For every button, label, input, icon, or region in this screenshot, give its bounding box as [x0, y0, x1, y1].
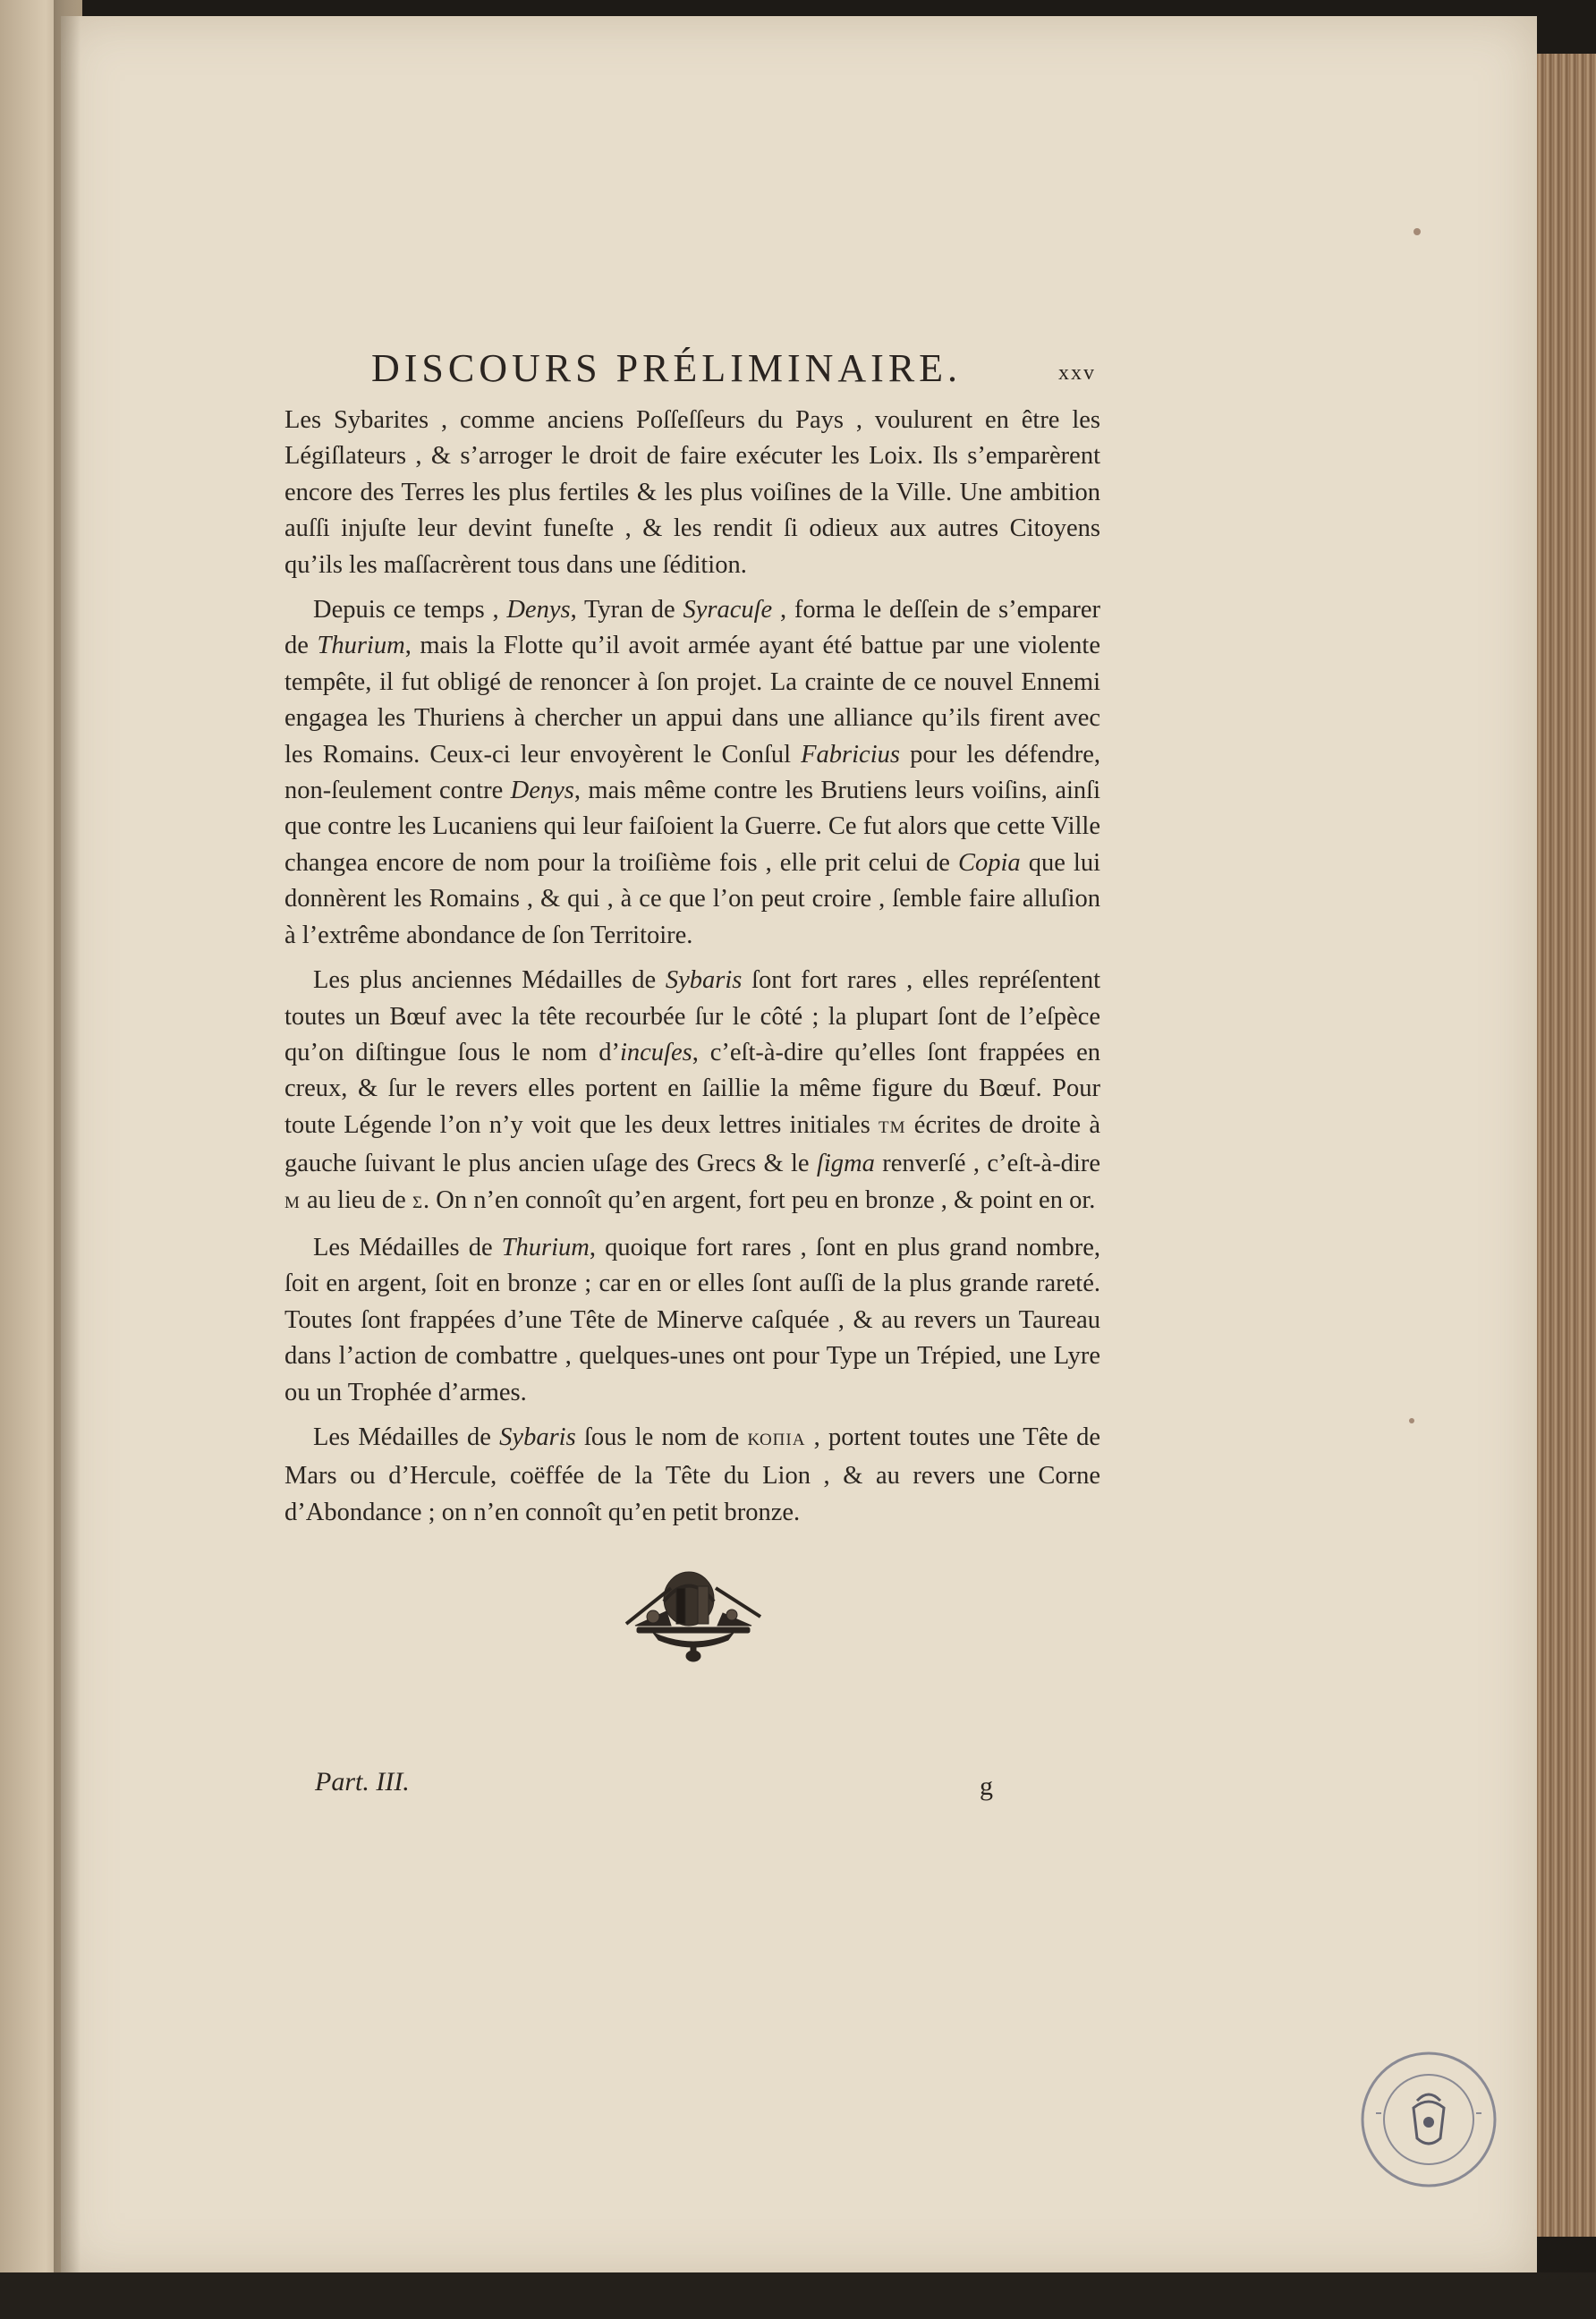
paragraph [284, 592, 1100, 954]
paragraph [284, 403, 1100, 583]
body-text [284, 403, 1100, 1540]
italic-run: Denys [506, 596, 571, 624]
italic-run: ſigma [816, 1150, 875, 1178]
text-run: changea encore de nom pour la troiſième fois , elle prit celui de [284, 848, 958, 877]
text-run: Les plus anciennes Médailles de [313, 966, 666, 995]
italic-run: Copia [957, 848, 1021, 877]
italic-run: Thurium [317, 632, 405, 660]
paragraph [284, 1420, 1100, 1531]
text-run: ſoit en argent, ſoit en bronze ; car en or elles ſont auſſi de la plus grande rareté. [284, 1270, 1100, 1298]
text-run: écrites de droite à gauche [284, 1110, 1100, 1178]
text-run: Depuis ce temps , [313, 596, 507, 624]
paragraph [284, 1230, 1100, 1411]
text-run: Légende l’on n’y voit que les deux lettres initiales [344, 1110, 879, 1139]
text-run: , mais la Flotte qu’il avoit armée ayant été battue par une violente [404, 632, 1100, 660]
text-run: d’Abondance ; on n’en connoît qu’en petit bronze. [284, 1498, 801, 1526]
text-run: . On n’en connoît qu’en argent, fort peu en bronze , & point en or. [423, 1185, 1096, 1214]
page-number: xxv [1058, 361, 1096, 385]
text-run: & ſur le revers elles portent en ſaillie la même figure du Bœuf. Pour toute [284, 1075, 1101, 1139]
text-run: au lieu [300, 1185, 376, 1214]
italic-run: Fabricius [801, 740, 900, 769]
text-run: les Romains. Ceux-ci leur envoyèrent le Conſul [284, 740, 802, 769]
text-run: Légiſlateurs , & s’arroger le droit de faire exécuter les Loix. Ils s’emparèrent [284, 442, 1100, 471]
italic-run: incuſes [619, 1038, 692, 1066]
small-caps-run: ΚΟΠΙΑ [747, 1430, 806, 1449]
bottom-shadow [0, 2272, 1596, 2319]
small-caps-run: TM [879, 1117, 906, 1137]
italic-run: Sybaris [665, 966, 743, 995]
library-stamp-icon [1358, 2049, 1499, 2190]
text-run: les maſſacrèrent tous dans une ſédition. [349, 550, 747, 579]
text-run: auſſi injuſte leur devint funeſte , & les rendit ſi odieux aux autres Citoyens qu’ils [284, 514, 1100, 579]
page-gutter [54, 0, 81, 2272]
page-title: DISCOURS PRÉLIMINAIRE. [371, 346, 963, 390]
small-caps-run: M [284, 1193, 301, 1212]
text-run: qu’on diſtingue ſous le nom d’ [284, 1038, 620, 1066]
italic-run: Denys [510, 777, 574, 805]
text-run: que contre les Lucaniens qui leur faiſoient la Guerre. Ce fut alors que cette Ville [284, 812, 1100, 841]
text-run: pour les défendre, [899, 740, 1100, 769]
text-run: encore des Terres les plus fertiles & les plus voiſines de la Ville. Une ambition [284, 478, 1100, 506]
page-header [371, 345, 1096, 408]
text-run: tempête, il fut obligé de renoncer à ſon projet. La crainte de ce nouvel Ennemi [284, 667, 1100, 696]
text-run: de [284, 632, 318, 660]
text-run: Toutes ſont frappées d’une Tête de Minerve caſquée , & au revers un Taureau [284, 1305, 1100, 1334]
text-run: à l’extrême abondance de ſon Territoire. [284, 921, 693, 949]
text-run: , portent toutes une Tête [805, 1423, 1068, 1451]
text-run: Les Médailles de [313, 1233, 502, 1261]
text-run: donnèrent les Romains , & qui , à ce que l’on peut croire , ſemble faire alluſion [284, 885, 1100, 913]
text-run: Les Médailles de [313, 1423, 500, 1451]
text-run: , forma le deſſein de s’emparer [772, 596, 1100, 624]
text-run: ſuivant le plus ancien uſage des Grecs & le [364, 1150, 817, 1178]
text-run: renverſé , c’eſt-à-dire [874, 1150, 1100, 1178]
text-run: ſous le nom de [575, 1423, 748, 1451]
italic-run: Syracuſe [683, 596, 773, 624]
text-run: toutes un Bœuf avec la tête recourbée ſur le côté ; la plupart ſont de l’eſpèce [284, 1002, 1100, 1031]
paragraph [284, 963, 1100, 1221]
text-run: , quoique fort rares , ſont en plus grand nombre, [589, 1233, 1100, 1261]
part-label: Part. III. [315, 1767, 410, 1797]
foxing-spot [1409, 1418, 1414, 1423]
text-run: ou un Trophée d’armes. [284, 1378, 527, 1406]
text-run: dans l’action de combattre , quelques-unes ont pour Type un Trépied, une Lyre [284, 1342, 1100, 1371]
text-run: , c’eſt-à-dire qu’elles ſont frappées en creux, [284, 1038, 1100, 1103]
text-run: , mais même contre les Brutiens leurs voiſins, ainſi [573, 777, 1100, 805]
text-run: de Mars ou d’Hercule, coëffée de la Tête du Lion , & au revers une Corne [284, 1423, 1100, 1491]
signature-mark: g [980, 1771, 993, 1801]
text-run: non-ſeulement contre [284, 777, 511, 805]
italic-run: Sybaris [499, 1423, 576, 1451]
text-run: Les Sybarites , comme anciens Poſſeſſeurs du Pays , voulurent en être les [284, 406, 1100, 434]
trophy-vignette-icon [617, 1561, 769, 1669]
italic-run: Thurium [501, 1233, 590, 1261]
text-run: engagea les Thuriens à chercher un appui dans une alliance qu’ils firent avec [284, 704, 1100, 733]
text-run: de [381, 1185, 412, 1214]
text-run: que lui [1020, 848, 1100, 877]
text-run: ſont fort rares , elles repréſentent [742, 966, 1100, 995]
text-run: , Tyran de [570, 596, 683, 624]
small-caps-run: Σ [412, 1193, 424, 1212]
foxing-spot [1413, 228, 1421, 235]
